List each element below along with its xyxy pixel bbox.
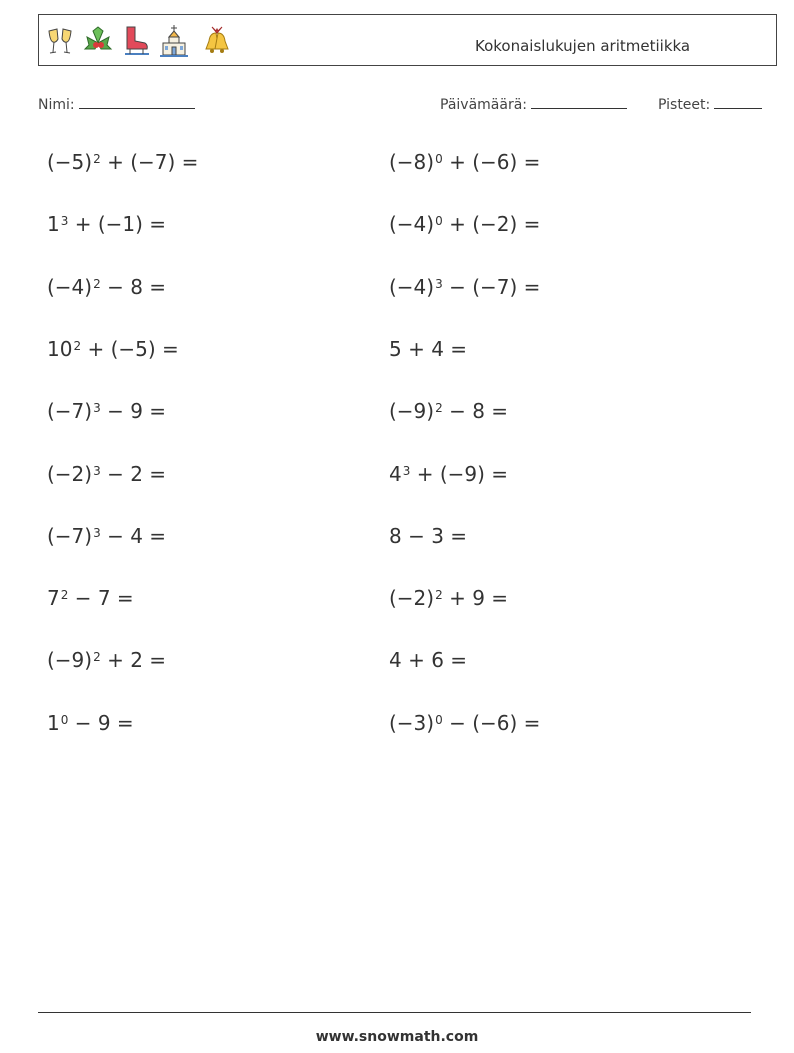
problem-base: (−2): [47, 462, 93, 486]
church-icon: [159, 23, 189, 59]
date-field[interactable]: [440, 94, 627, 113]
problem-operation: − 4 =: [107, 524, 167, 548]
problem-item: [389, 646, 467, 674]
problem-operation: + 9 =: [449, 586, 509, 610]
problem-base: 1: [47, 711, 60, 735]
problem-operation: − (−6) =: [449, 711, 541, 735]
problem-exponent: 3: [402, 464, 411, 478]
problem-base: (−7): [47, 399, 93, 423]
problem-item: [47, 709, 134, 737]
problem-item: [47, 397, 166, 425]
problem-exponent: 2: [93, 650, 101, 664]
problem-operation: − 9 =: [74, 711, 134, 735]
problem-operation: + 2 =: [107, 648, 167, 672]
worksheet-header: [38, 14, 777, 66]
problem-exponent: 0: [60, 713, 69, 727]
problem-base: (−3): [389, 711, 435, 735]
champagne-glasses-icon: [45, 23, 75, 59]
problem-base: 8 − 3 =: [389, 524, 468, 548]
problem-exponent: 0: [435, 152, 443, 166]
problem-base: (−7): [47, 524, 93, 548]
problem-item: [389, 397, 508, 425]
date-label: Päivämäärä:: [440, 97, 527, 113]
problem-exponent: 3: [93, 464, 101, 478]
problem-operation: − 7 =: [74, 586, 134, 610]
holly-icon: [83, 23, 113, 59]
problem-item: [47, 335, 179, 363]
problem-exponent: 2: [93, 277, 101, 291]
problem-exponent: 0: [435, 214, 443, 228]
problem-item: [389, 148, 540, 176]
name-field[interactable]: [38, 94, 195, 113]
date-blank[interactable]: [531, 94, 627, 109]
problem-item: [47, 522, 166, 550]
name-blank[interactable]: [79, 94, 195, 109]
score-field[interactable]: [658, 94, 762, 113]
problem-exponent: 3: [93, 526, 101, 540]
problem-base: (−8): [389, 150, 435, 174]
name-label: Nimi:: [38, 97, 75, 113]
problem-base: (−5): [47, 150, 93, 174]
problem-base: (−9): [47, 648, 93, 672]
problem-exponent: 2: [60, 588, 69, 602]
problem-operation: + (−2) =: [449, 212, 541, 236]
problem-item: [47, 148, 198, 176]
footer-divider: [38, 1012, 751, 1013]
problem-operation: + (−6) =: [449, 150, 541, 174]
problem-exponent: 0: [435, 713, 443, 727]
problem-operation: − 8 =: [107, 275, 167, 299]
problem-operation: − (−7) =: [449, 275, 541, 299]
problem-item: [389, 584, 508, 612]
problem-item: [389, 273, 540, 301]
problem-operation: + (−9) =: [416, 462, 509, 486]
problem-operation: − 2 =: [107, 462, 167, 486]
problem-base: 4 + 6 =: [389, 648, 468, 672]
problem-base: 5 + 4 =: [389, 337, 468, 361]
problem-item: [47, 646, 166, 674]
problem-base: (−2): [389, 586, 435, 610]
problem-item: [47, 273, 166, 301]
problem-operation: + (−5) =: [87, 337, 179, 361]
problem-base: 10: [47, 337, 73, 361]
problem-exponent: 2: [93, 152, 101, 166]
problem-item: [389, 210, 540, 238]
christmas-bells-icon: [197, 23, 237, 59]
problem-base: 4: [389, 462, 402, 486]
problem-base: (−9): [389, 399, 435, 423]
problem-exponent: 3: [93, 401, 101, 415]
worksheet-title: Kokonaislukujen aritmetiikka: [475, 37, 691, 55]
problem-operation: + (−7) =: [107, 150, 199, 174]
score-label: Pisteet:: [658, 97, 711, 113]
footer-url: www.snowmath.com: [315, 1029, 479, 1045]
problem-exponent: 2: [73, 339, 82, 353]
problem-item: [389, 335, 467, 363]
problem-item: [389, 522, 467, 550]
problem-operation: − 8 =: [449, 399, 509, 423]
problem-exponent: 2: [435, 401, 443, 415]
problem-base: 7: [47, 586, 60, 610]
problem-base: 1: [47, 212, 60, 236]
header-icons: [45, 23, 237, 59]
problem-operation: − 9 =: [107, 399, 167, 423]
problem-exponent: 3: [435, 277, 443, 291]
problem-item: [389, 460, 508, 488]
problem-operation: + (−1) =: [74, 212, 167, 236]
ice-skate-icon: [121, 23, 151, 59]
problem-base: (−4): [389, 275, 435, 299]
problem-item: [47, 460, 166, 488]
problem-exponent: 3: [60, 214, 69, 228]
problem-item: [47, 584, 134, 612]
problem-item: [389, 709, 540, 737]
score-blank[interactable]: [714, 94, 762, 109]
problem-base: (−4): [47, 275, 93, 299]
problem-base: (−4): [389, 212, 435, 236]
problem-exponent: 2: [435, 588, 443, 602]
problem-item: [47, 210, 166, 238]
